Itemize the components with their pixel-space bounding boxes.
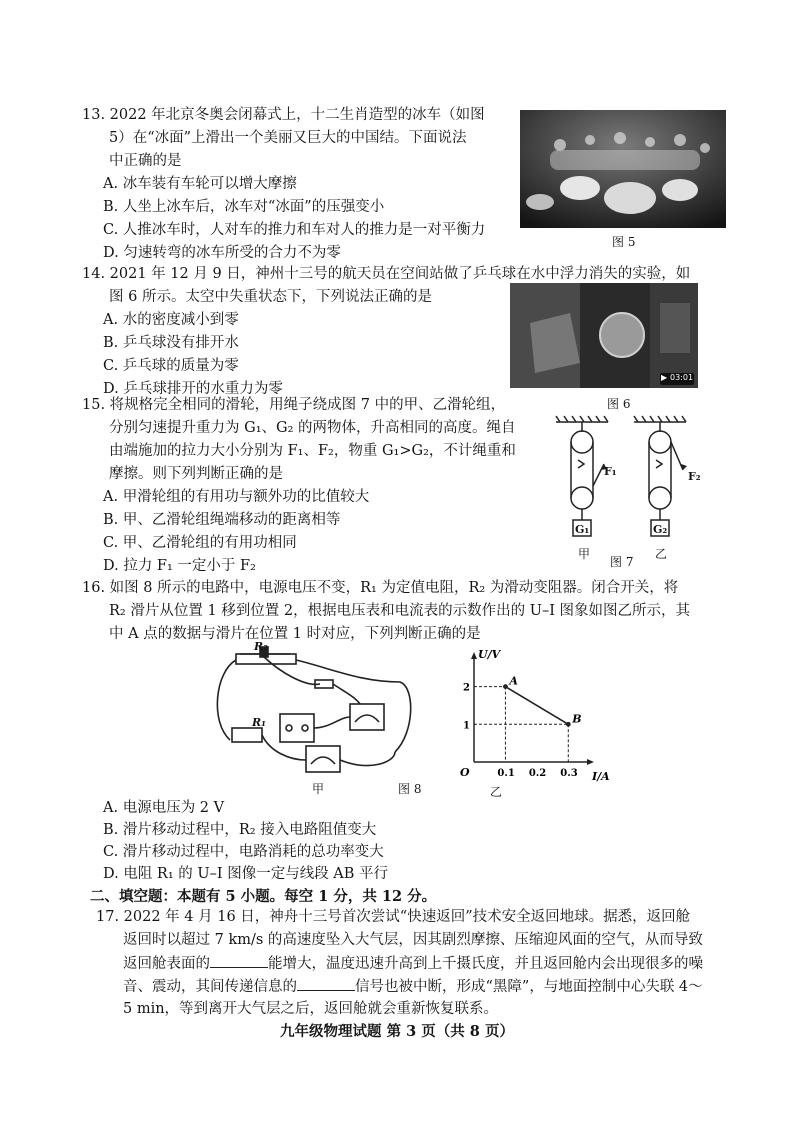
resistor-r1 xyxy=(232,728,262,742)
battery xyxy=(280,714,314,742)
q17-stem-line5: 5 min，等到离开大气层之后，返回舱就会重新恢复联系。 xyxy=(123,1001,499,1017)
q17-line4-start: 音、震动，其间传递信息的 xyxy=(123,979,297,995)
figure6-caption: 图 6 xyxy=(607,397,631,411)
label-jia-fig8: 甲 xyxy=(312,782,325,796)
q14-stem-line1: 14. 2021 年 12 月 9 日，神州十三号的航天员在空间站做了乒乓球在水中浮力消失的实验，如 xyxy=(82,266,691,282)
section-heading-fill-in: 二、填空题：本题有 5 小题。每空 1 分，共 12 分。 xyxy=(90,888,437,905)
figure7-caption: 图 7 xyxy=(610,555,634,569)
point-a xyxy=(503,684,508,689)
q14-option-c: C. 乒乓球的质量为零 xyxy=(103,358,239,374)
q16-stem-line2: R₂ 滑片从位置 1 移到位置 2，根据电压表和电流表的示数作出的 U–I 图象如图乙所示，其 xyxy=(109,603,691,619)
q15-stem-line3: 由端施加的拉力大小分别为 F₁、F₂，物重 G₁>G₂，不计绳重和 xyxy=(109,443,516,459)
label-jia-fig7: 甲 xyxy=(578,547,591,561)
x-axis-arrow xyxy=(587,759,594,765)
q16-stem-line1: 16. 如图 8 所示的电路中，电源电压不变，R₁ 为定值电阻，R₂ 为滑动变阻器。闭合开关，将 xyxy=(82,580,679,596)
q17-stem-line2: 返回时以超过 7 km/s 的高速度坠入大气层，因其剧烈摩擦、压缩迎风面的空气，从而导致 xyxy=(123,932,703,948)
y-tick-label: 2 xyxy=(463,682,470,694)
q17-line4-end: 信号也被中断，形成“黑障”，与地面控制中心失联 4～ xyxy=(355,979,703,995)
q16-option-b: B. 滑片移动过程中，R₂ 接入电路阻值变大 xyxy=(103,822,377,838)
point-label-a: A xyxy=(509,674,518,688)
q15-option-c: C. 甲、乙滑轮组的有用功相同 xyxy=(103,535,297,551)
y-axis-arrow xyxy=(471,652,477,659)
x-tick-label: 0.2 xyxy=(528,768,547,779)
q17-blank-2[interactable] xyxy=(297,976,355,991)
q15-option-a: A. 甲滑轮组的有用功与额外功的比值较大 xyxy=(103,489,370,505)
q13-option-d: D. 匀速转弯的冰车所受的合力不为零 xyxy=(103,245,341,261)
figure8-caption: 图 8 xyxy=(398,782,422,796)
figure6-photo xyxy=(510,283,698,388)
q14-option-a: A. 水的密度减小到零 xyxy=(103,312,239,328)
label-yi-fig7: 乙 xyxy=(655,547,668,561)
page-footer: 九年级物理试题 第 3 页（共 8 页） xyxy=(280,1023,514,1040)
q13-stem-line3: 中正确的是 xyxy=(109,153,182,169)
figure5-photo xyxy=(520,110,726,228)
movable-pulley-yi xyxy=(649,487,671,509)
q14-stem-line2: 图 6 所示。太空中失重状态下，下列说法正确的是 xyxy=(109,289,432,305)
label-f2: F₂ xyxy=(688,470,701,483)
x-tick-label: 0.1 xyxy=(497,768,515,779)
video-time-label: 03:01 xyxy=(670,373,694,382)
q17-stem-line4 xyxy=(123,976,703,997)
label-g1: G₁ xyxy=(575,523,590,536)
q17-line3-start: 返回舱表面的 xyxy=(123,956,210,972)
figure5-image xyxy=(520,110,726,228)
q15-stem-line2: 分别匀速提升重力为 G₁、G₂ 的两物体，升高相同的高度。绳自 xyxy=(109,420,516,436)
q15-option-b: B. 甲、乙滑轮组绳端移动的距离相等 xyxy=(103,512,341,528)
q13-stem-line1: 13. 2022 年北京冬奥会闭幕式上，十二生肖造型的冰车（如图 xyxy=(82,107,485,123)
figure8-circuit-diagram xyxy=(210,642,420,787)
ceiling-yi xyxy=(634,416,686,422)
label-f1: F₁ xyxy=(604,465,617,478)
point-label-b: B xyxy=(572,712,582,726)
point-b xyxy=(566,722,571,727)
q13-option-b: B. 人坐上冰车后，冰车对“冰面”的压强变小 xyxy=(103,199,385,215)
movable-pulley-jia xyxy=(571,487,593,509)
figure5-caption: 图 5 xyxy=(612,235,636,249)
y-tick-label: 1 xyxy=(463,720,470,732)
label-yi-fig8: 乙 xyxy=(490,785,503,799)
ui-graph xyxy=(446,648,610,785)
q17-blank-1[interactable] xyxy=(210,953,268,968)
q14-option-b: B. 乒乓球没有排开水 xyxy=(103,335,239,351)
q15-stem-line1: 15. 将规格完全相同的滑轮，用绳子绕成图 7 中的甲、乙滑轮组， xyxy=(82,397,506,413)
q13-option-c: C. 人推冰车时，人对车的推力和车对人的推力是一对平衡力 xyxy=(103,222,486,238)
q15-stem-line4: 摩擦。则下列判断正确的是 xyxy=(109,466,283,482)
ceiling-jia xyxy=(556,416,608,422)
q13-option-a: A. 冰车装有车轮可以增大摩擦 xyxy=(103,176,297,192)
segment-ab xyxy=(505,687,568,725)
q14-option-d: D. 乒乓球排开的水重力为零 xyxy=(103,381,283,397)
wire-slider xyxy=(264,657,320,684)
figure7-pulley-diagram xyxy=(548,412,708,572)
fixed-pulley-jia xyxy=(571,431,593,453)
label-r1: R₁ xyxy=(252,716,266,729)
y-axis-label: U/V xyxy=(478,648,501,661)
q15-option-d: D. 拉力 F₁ 一定小于 F₂ xyxy=(103,558,256,574)
voltmeter xyxy=(350,704,384,730)
q16-option-d: D. 电阻 R₁ 的 U–I 图像一定与线段 AB 平行 xyxy=(103,866,389,882)
fixed-pulley-yi xyxy=(649,431,671,453)
q16-stem-line3: 中 A 点的数据与滑片在位置 1 时对应，下列判断正确的是 xyxy=(109,626,481,642)
q13-stem-line2: 5）在“冰面”上滑出一个美丽又巨大的中国结。下面说法 xyxy=(109,130,467,146)
q17-stem-line3 xyxy=(123,953,703,974)
q16-option-c: C. 滑片移动过程中，电路消耗的总功率变大 xyxy=(103,844,384,860)
origin-label: O xyxy=(460,766,470,779)
q17-line3-end: 能增大，温度迅速升高到上千摄氏度，并且返回舱内会出现很多的噪 xyxy=(268,956,703,972)
x-tick-label: 0.3 xyxy=(560,768,578,779)
x-axis-label: I/A xyxy=(592,770,610,783)
label-r2: R₂ xyxy=(254,640,268,653)
q17-stem-line1: 17. 2022 年 4 月 16 日，神舟十三号首次尝试“快速返回”技术安全返回地球。据悉，返回舱 xyxy=(96,909,691,925)
play-icon: ▶ xyxy=(661,373,668,382)
label-g2: G₂ xyxy=(653,523,668,536)
q16-option-a: A. 电源电压为 2 V xyxy=(103,800,225,816)
ammeter xyxy=(306,746,340,772)
